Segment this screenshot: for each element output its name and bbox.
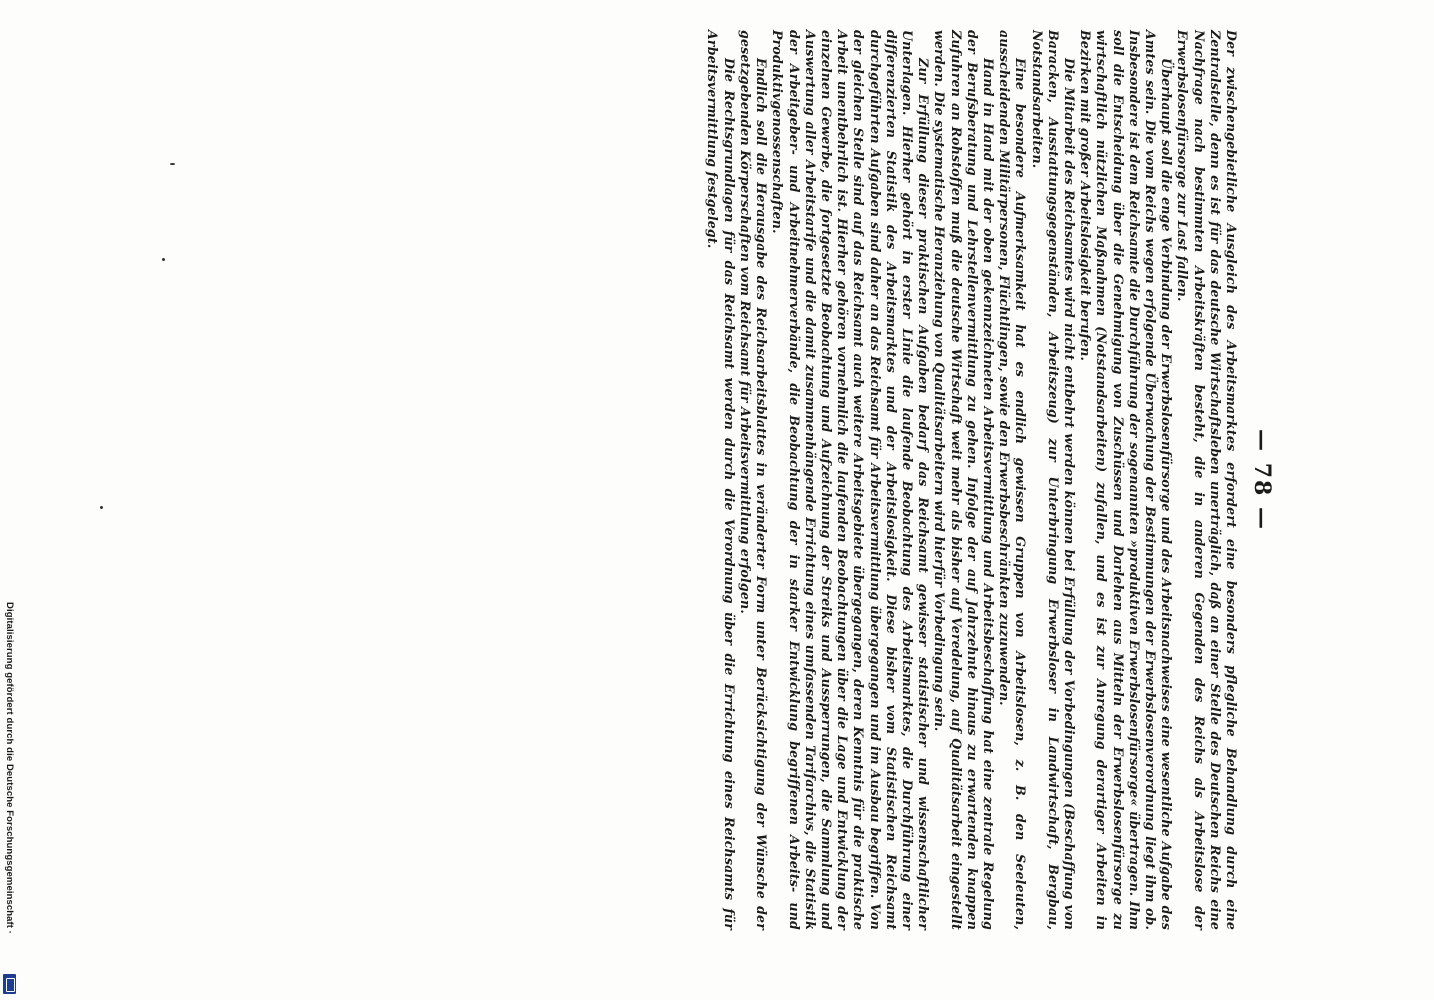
- paragraph: Überhaupt soll die enge Verbindung der Erwerbslosenfürsorge und des Arbeitsnachweises eine wesentliche Aufgabe des Amtes sein. Die vom Reichs wegen erfolgende Überwachung der Bestimmungen der Erwerbslosenverordnung liegt ihm ob. Insbesondere ist dem Reichsamte die Durchführung der sogenannten »produktiven Erwerbslosenfürsorge« übertragen. Ihm soll die Entscheidung über die Genehmigung von Zuschüssen und Darlehen aus Mitteln der Erwerbslosenfürsorge zu wirtschaftlich nützlichen Maßnahmen (Notstandsarbeiten) zufallen, und es ist zur Anregung derartiger Arbeiten in Bezirken mit großer Arbeitslosigkeit berufen.: [1078, 30, 1175, 930]
- dfg-logo-icon: [3, 974, 16, 994]
- page-content: [337, 30, 1277, 930]
- attribution-text: Digitalisierung gefördert durch die Deutsche Forschungsgemeinschaft ·: [4, 602, 15, 935]
- paragraph: Der zwischengebietliche Ausgleich des Arbeitsmarktes erfordert eine besonders pflegliche Behandlung durch eine Zentralstelle, denn es ist für das deutsche Wirtschaftsleben unerträglich, daß an einer Stelle des Deutschen Reichs eine Nachfrage nach bestimmten Arbeitskräften besteht, die in anderen Gegenden des Reichs als Arbeitslose der Erwerbslosenfürsorge zur Last fallen.: [1175, 30, 1239, 930]
- paragraph: Zur Erfüllung dieser praktischen Aufgaben bedarf das Reichsamt gewisser statistischer und wissenschaftlicher Unterlagen. Hierher gehört in erster Linie die laufende Beobachtung des Arbeitsmarktes, die Durchführung einer differenzierten Statistik des Arbeitsmarktes und der Arbeitslosigkeit. Diese bisher vom Statistischen Reichsamt durchgeführten Aufgaben sind daher an das Reichsamt für Arbeitsvermittlung übergegangen und im Ausbau begriffen. Von der gleichen Stelle sind auf das Reichsamt auch weitere Arbeitsgebiete übergegangen, deren Kenntnis für die praktische Arbeit unentbehrlich ist. Hierher gehören vornehmlich die laufenden Beobachtungen über die Lage und Entwicklung der einzelnen Gewerbe, die fortgesetzte Beobachtung und Aufzeichnung der Streiks und Aussperrungen, die Sammlung und Auswertung aller Arbeitstarife und die damit zusammenhängende Errichtung eines umfassenden Tarifarchivs, die Statistik der Arbeitgeber- und Arbeitnehmerverbände, die Beobachtung der in starker Entwicklung begriffenen Arbeits- und Produktivgenossenschaften.: [770, 30, 932, 930]
- scan-speck: [100, 506, 103, 509]
- scan-speck: [170, 163, 175, 165]
- digitization-attribution: [2, 602, 16, 996]
- paragraph: Die Mitarbeit des Reichsamtes wird nicht entbehrt werden können bei Erfüllung der Vorbedingungen (Beschaffung von Baracken, Ausstattungsgegenständen, Arbeitszeug) zur Unterbringung Erwerbsloser in Landwirtschaft, Bergbau, Notstandsarbeiten.: [1029, 30, 1077, 930]
- paragraph: Hand in Hand mit der oben gekennzeichneten Arbeitsvermittlung und Arbeitsbeschaffung hat eine zentrale Regelung der Berufsberatung und Lehrstellenvermittlung zu gehen. Infolge der auf Jahrzehnte hinaus zu erwartenden knappen Zufuhren an Rohstoffen muß die deutsche Wirtschaft weit mehr als bisher auf Veredelung, auf Qualitätsarbeit eingestellt werden. Die systematische Heranziehung von Qualitätsarbeitern wird hierfür Vorbedingung sein.: [932, 30, 996, 930]
- paragraph: Eine besondere Aufmerksamkeit hat es endlich gewissen Gruppen von Arbeitslosen, z. B. den Seeleuten, ausscheidenden Militärpersonen, Flüchtlingen, sowie den Erwerbsbeschränkten zuzuwenden.: [997, 30, 1029, 930]
- paragraph: Endlich soll die Herausgabe des Reichsarbeitsblattes in veränderter Form unter Berücksichtigung der Wünsche der gesetzgebenden Körperschaften vom Reichsamt für Arbeitsvermittlung erfolgen.: [737, 30, 770, 930]
- page-number: — 78 —: [1249, 429, 1275, 531]
- rotated-text-block: [337, 30, 1277, 930]
- paragraph: Die Rechtsgrundlagen für das Reichsamt werden durch die Verordnung über die Errichtung eines Reichsamts für Arbeitsvermittlung festgelegt.: [705, 30, 737, 930]
- scan-speck: [162, 258, 165, 261]
